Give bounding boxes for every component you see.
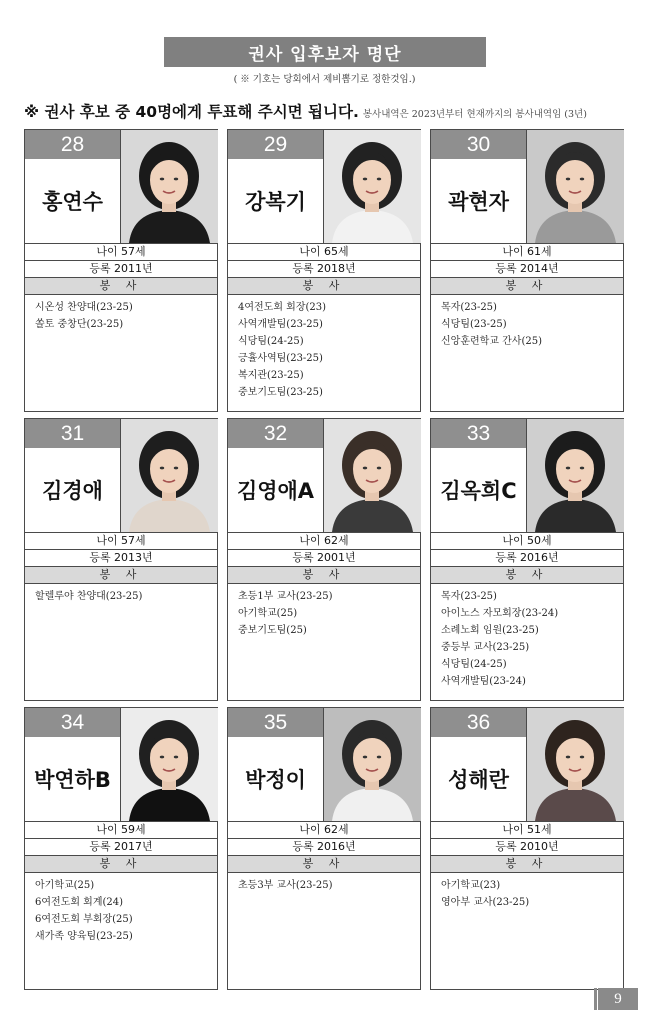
candidate-name: 박정이 — [245, 768, 306, 792]
candidate-number: 35 — [228, 708, 323, 737]
candidate-registration: 등록 2001년 — [228, 549, 420, 566]
candidate-card — [24, 418, 218, 701]
candidate-photo — [323, 130, 421, 243]
candidate-registration: 등록 2013년 — [25, 549, 217, 566]
service-item: 식당팀(24-25) — [441, 659, 507, 670]
service-list — [228, 872, 420, 894]
service-item: 초등3부 교사(23-25) — [238, 880, 333, 891]
service-header: 봉 사 — [25, 855, 217, 872]
candidate-name: 김영애A — [236, 479, 315, 503]
candidate-header — [431, 419, 623, 532]
service-item: 쏠토 중창단(23-25) — [35, 319, 124, 330]
service-list — [431, 872, 623, 911]
candidate-number: 34 — [25, 708, 120, 737]
candidate-registration: 등록 2016년 — [228, 838, 420, 855]
service-list — [25, 294, 217, 333]
candidate-age: 나이 57세 — [25, 243, 217, 260]
candidate-photo — [323, 419, 421, 532]
headline-text: ※ 권사 후보 중 40명에게 투표해 주시면 됩니다. — [24, 103, 359, 121]
candidate-header — [228, 419, 420, 532]
candidate-age: 나이 61세 — [431, 243, 623, 260]
service-header: 봉 사 — [431, 566, 623, 583]
candidate-header — [25, 708, 217, 821]
candidate-registration: 등록 2018년 — [228, 260, 420, 277]
service-list — [25, 583, 217, 605]
candidate-grid — [24, 129, 624, 991]
candidate-registration: 등록 2011년 — [25, 260, 217, 277]
candidate-name: 곽현자 — [448, 190, 509, 214]
service-item: 목자(23-25) — [441, 302, 497, 313]
service-list — [25, 872, 217, 945]
candidate-registration: 등록 2017년 — [25, 838, 217, 855]
service-item: 할렐루야 찬양대(23-25) — [35, 591, 143, 602]
candidate-age: 나이 65세 — [228, 243, 420, 260]
candidate-number: 29 — [228, 130, 323, 159]
service-list — [431, 583, 623, 690]
candidate-age: 나이 62세 — [228, 532, 420, 549]
service-header: 봉 사 — [25, 566, 217, 583]
candidate-number: 30 — [431, 130, 526, 159]
title-note: ( ※ 기호는 당회에서 제비뽑기로 정한것임.) — [233, 74, 416, 85]
candidate-photo — [120, 130, 218, 243]
candidate-card — [430, 418, 624, 701]
candidate-photo — [120, 419, 218, 532]
candidate-header — [25, 419, 217, 532]
service-header: 봉 사 — [431, 855, 623, 872]
candidate-header — [431, 130, 623, 243]
candidate-age: 나이 59세 — [25, 821, 217, 838]
candidate-number: 32 — [228, 419, 323, 448]
service-item: 아기학교(25) — [35, 880, 95, 891]
candidate-header — [228, 708, 420, 821]
service-item: 식당팀(23-25) — [441, 319, 507, 330]
service-item: 소례노회 임원(23-25) — [441, 625, 539, 636]
page-number: 9 — [598, 988, 638, 1010]
page-title: 권사 입후보자 명단 — [164, 37, 486, 67]
candidate-age: 나이 57세 — [25, 532, 217, 549]
candidate-card — [227, 129, 421, 412]
service-item: 새가족 양육팀(23-25) — [35, 931, 133, 942]
service-item: 중보기도팀(25) — [238, 625, 307, 636]
candidate-number: 36 — [431, 708, 526, 737]
candidate-registration: 등록 2016년 — [431, 549, 623, 566]
service-header: 봉 사 — [228, 855, 420, 872]
service-item: 중등부 교사(23-25) — [441, 642, 530, 653]
service-item: 6여전도회 회계(24) — [35, 897, 124, 908]
service-item: 사역개발팀(23-24) — [441, 676, 526, 687]
service-item: 사역개발팀(23-25) — [238, 319, 323, 330]
service-item: 초등1부 교사(23-25) — [238, 591, 333, 602]
candidate-registration: 등록 2014년 — [431, 260, 623, 277]
service-item: 목자(23-25) — [441, 591, 497, 602]
service-header: 봉 사 — [228, 566, 420, 583]
service-item: 긍휼사역팀(23-25) — [238, 353, 323, 364]
candidate-name: 성해란 — [448, 768, 509, 792]
candidate-header — [25, 130, 217, 243]
service-item: 복지관(23-25) — [238, 370, 304, 381]
service-list — [228, 583, 420, 639]
candidate-name: 강복기 — [245, 190, 306, 214]
instruction-headline — [24, 100, 639, 122]
service-item: 4여전도회 회장(23) — [238, 302, 327, 313]
service-header: 봉 사 — [228, 277, 420, 294]
candidate-registration: 등록 2010년 — [431, 838, 623, 855]
service-item: 신앙훈련학교 간사(25) — [441, 336, 542, 347]
service-item: 6여전도회 부회장(25) — [35, 914, 133, 925]
service-item: 아기학교(25) — [238, 608, 298, 619]
candidate-photo — [526, 419, 624, 532]
candidate-header — [228, 130, 420, 243]
candidate-name: 김경애 — [42, 479, 103, 503]
candidate-number: 31 — [25, 419, 120, 448]
candidate-header — [431, 708, 623, 821]
candidate-card — [24, 129, 218, 412]
service-item: 시온성 찬양대(23-25) — [35, 302, 133, 313]
service-item: 영아부 교사(23-25) — [441, 897, 530, 908]
candidate-name: 홍연수 — [42, 190, 103, 214]
candidate-photo — [323, 708, 421, 821]
service-list — [228, 294, 420, 401]
candidate-photo — [120, 708, 218, 821]
service-item: 중보기도팀(23-25) — [238, 387, 323, 398]
candidate-card — [430, 707, 624, 990]
candidate-age: 나이 50세 — [431, 532, 623, 549]
service-header: 봉 사 — [25, 277, 217, 294]
candidate-card — [227, 707, 421, 990]
candidate-age: 나이 62세 — [228, 821, 420, 838]
candidate-number: 33 — [431, 419, 526, 448]
candidate-card — [227, 418, 421, 701]
candidate-number: 28 — [25, 130, 120, 159]
candidate-photo — [526, 130, 624, 243]
service-item: 식당팀(24-25) — [238, 336, 304, 347]
candidate-card — [430, 129, 624, 412]
service-list — [431, 294, 623, 350]
candidate-name: 김옥희C — [440, 479, 517, 503]
candidate-photo — [526, 708, 624, 821]
service-item: 아이노스 자모회장(23-24) — [441, 608, 559, 619]
service-header: 봉 사 — [431, 277, 623, 294]
page-number-tick — [594, 988, 597, 1010]
service-item: 아기학교(23) — [441, 880, 501, 891]
candidate-name: 박연하B — [34, 768, 111, 792]
candidate-card — [24, 707, 218, 990]
candidate-age: 나이 51세 — [431, 821, 623, 838]
headline-subnote: 봉사내역은 2023년부터 현재까지의 봉사내역임 (3년) — [362, 109, 587, 120]
